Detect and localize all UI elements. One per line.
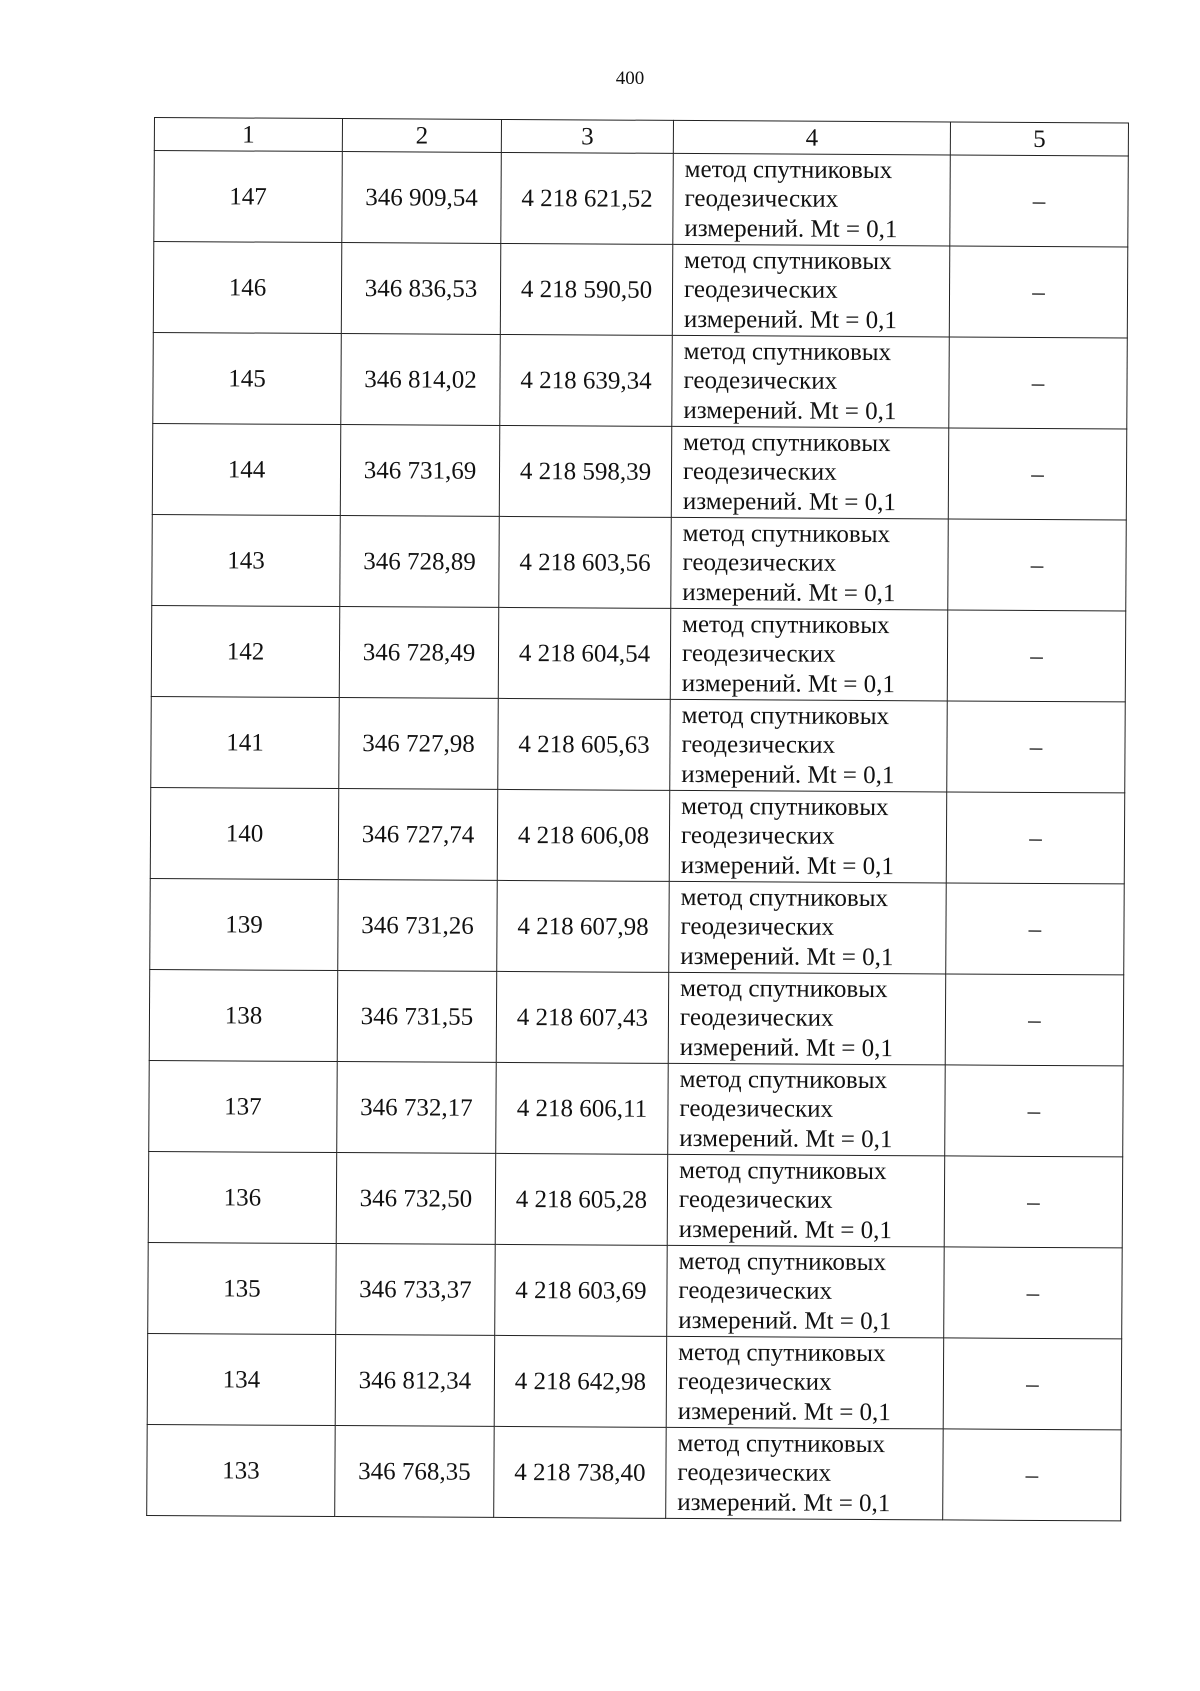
table-row: [151, 605, 1125, 701]
coordinate-y: 4 218 605,28: [495, 1153, 668, 1245]
method-description: [670, 699, 948, 792]
point-number: 139: [150, 878, 339, 970]
point-number: 141: [151, 696, 340, 788]
coordinate-x: 346 814,02: [341, 334, 501, 426]
method-line: измерений. Mt = 0,1: [681, 760, 895, 789]
table-row: [148, 1151, 1122, 1247]
table-row: [153, 242, 1127, 338]
coordinate-y: 4 218 607,98: [497, 880, 670, 972]
coordinate-y: 4 218 598,39: [499, 425, 672, 517]
coordinate-x: 346 731,55: [337, 971, 497, 1063]
coordinate-y: 4 218 603,56: [499, 516, 672, 608]
method-description: [668, 972, 946, 1065]
method-description: [667, 1154, 945, 1247]
method-line: измерений. Mt = 0,1: [679, 1124, 893, 1153]
method-line: геодезических: [678, 1186, 833, 1215]
method-line: измерений. Mt = 0,1: [677, 1488, 891, 1517]
page-number: 400: [615, 68, 645, 89]
method-line: геодезических: [677, 1368, 832, 1397]
method-line: измерений. Mt = 0,1: [680, 851, 894, 880]
table-row: [152, 423, 1126, 519]
point-number: 144: [152, 423, 341, 515]
coordinates-table: [146, 117, 1129, 1521]
method-description: [672, 335, 950, 428]
method-description: [671, 426, 949, 519]
method-line: метод спутниковых: [682, 610, 890, 639]
coordinate-y: 4 218 642,98: [494, 1335, 667, 1427]
method-line: геодезических: [683, 276, 838, 305]
method-description: [666, 1427, 944, 1520]
table-row: [150, 878, 1124, 974]
table-row: [153, 332, 1127, 428]
method-line: измерений. Mt = 0,1: [680, 942, 894, 971]
method-line: метод спутниковых: [681, 701, 890, 730]
table-row: [150, 787, 1124, 883]
table-row: [149, 1060, 1123, 1156]
point-number: 138: [149, 969, 338, 1061]
method-line: геодезических: [680, 822, 835, 851]
point-number: 145: [153, 332, 342, 424]
coordinate-y: 4 218 607,43: [496, 971, 669, 1063]
table-row: [148, 1242, 1122, 1338]
method-line: измерений. Mt = 0,1: [678, 1306, 892, 1335]
coordinate-x: 346 812,34: [335, 1335, 495, 1427]
method-line: геодезических: [679, 1095, 834, 1124]
method-description: [666, 1336, 944, 1429]
method-line: метод спутниковых: [679, 1065, 888, 1094]
method-description: [672, 244, 950, 337]
method-line: измерений. Mt = 0,1: [683, 396, 897, 425]
method-line: метод спутниковых: [681, 792, 889, 821]
table-body: [147, 151, 1129, 1521]
coordinate-x: 346 727,98: [339, 698, 499, 790]
method-line: геодезических: [682, 549, 837, 578]
method-line: измерений. Mt = 0,1: [683, 305, 898, 334]
note-dash: –: [948, 519, 1127, 611]
method-line: геодезических: [680, 913, 835, 942]
method-line: геодезических: [679, 1004, 834, 1033]
table-header-row: [154, 118, 1128, 156]
method-line: измерений. Mt = 0,1: [682, 487, 897, 516]
method-line: метод спутниковых: [684, 155, 893, 184]
coordinate-x: 346 732,50: [336, 1153, 496, 1245]
method-description: [669, 790, 947, 883]
coordinate-y: 4 218 603,69: [495, 1244, 668, 1336]
note-dash: –: [948, 428, 1127, 520]
method-line: измерений. Mt = 0,1: [677, 1397, 891, 1426]
coordinate-y: 4 218 605,63: [498, 698, 671, 790]
note-dash: –: [947, 701, 1126, 793]
method-line: геодезических: [678, 1277, 833, 1306]
method-description: [668, 1063, 946, 1156]
method-line: измерений. Mt = 0,1: [682, 578, 896, 607]
coordinate-y: 4 218 738,40: [494, 1426, 667, 1518]
method-line: метод спутниковых: [680, 974, 888, 1003]
note-dash: –: [950, 155, 1129, 247]
method-description: [673, 153, 951, 246]
note-dash: –: [946, 792, 1125, 884]
table-row: [152, 514, 1126, 610]
method-line: метод спутниковых: [684, 246, 892, 275]
method-description: [667, 1245, 945, 1338]
note-dash: –: [944, 1247, 1123, 1339]
note-dash: –: [947, 610, 1126, 702]
point-number: 133: [147, 1424, 336, 1516]
method-line: геодезических: [684, 185, 839, 214]
table-row: [147, 1424, 1121, 1520]
method-line: измерений. Mt = 0,1: [681, 669, 895, 698]
note-dash: –: [949, 246, 1128, 338]
coordinate-x: 346 731,26: [338, 880, 498, 972]
method-description: [669, 881, 947, 974]
method-line: геодезических: [682, 458, 837, 487]
method-line: метод спутниковых: [677, 1429, 886, 1458]
coordinate-y: 4 218 604,54: [498, 607, 671, 699]
method-line: метод спутниковых: [683, 428, 891, 457]
coordinate-y: 4 218 590,50: [500, 243, 673, 335]
point-number: 137: [149, 1060, 338, 1152]
coordinate-x: 346 727,74: [338, 789, 498, 881]
note-dash: –: [946, 883, 1125, 975]
method-line: метод спутниковых: [680, 883, 889, 912]
point-number: 146: [153, 242, 342, 334]
coordinate-x: 346 731,69: [340, 425, 500, 517]
note-dash: –: [949, 337, 1128, 429]
column-header: 1: [154, 118, 342, 152]
note-dash: –: [944, 1156, 1123, 1248]
method-line: измерений. Mt = 0,1: [684, 214, 898, 243]
method-line: геодезических: [677, 1459, 832, 1488]
table-row: [149, 969, 1123, 1065]
point-number: 135: [148, 1242, 337, 1334]
point-number: 143: [152, 514, 341, 606]
coordinate-x: 346 728,89: [340, 516, 500, 608]
coordinate-x: 346 909,54: [342, 152, 502, 244]
column-header: 3: [501, 119, 673, 153]
method-line: метод спутниковых: [678, 1338, 886, 1367]
coordinate-x: 346 728,49: [339, 607, 499, 699]
method-description: [671, 517, 949, 610]
coordinate-y: 4 218 621,52: [501, 152, 674, 244]
coordinate-x: 346 732,17: [337, 1062, 497, 1154]
method-line: геодезических: [683, 367, 838, 396]
table-row: [151, 696, 1125, 792]
point-number: 147: [154, 151, 343, 243]
coordinate-x: 346 768,35: [335, 1426, 495, 1518]
point-number: 134: [147, 1333, 336, 1425]
note-dash: –: [943, 1338, 1122, 1430]
coordinate-x: 346 733,37: [336, 1244, 496, 1336]
method-line: измерений. Mt = 0,1: [679, 1033, 893, 1062]
note-dash: –: [945, 1065, 1124, 1157]
method-line: геодезических: [681, 640, 836, 669]
point-number: 136: [148, 1151, 337, 1243]
method-line: метод спутниковых: [679, 1156, 887, 1185]
method-line: геодезических: [681, 731, 836, 760]
point-number: 142: [151, 605, 340, 697]
column-header: 4: [673, 120, 950, 155]
column-header: 5: [950, 122, 1128, 156]
method-line: метод спутниковых: [678, 1247, 887, 1276]
method-line: метод спутниковых: [683, 337, 892, 366]
point-number: 140: [150, 787, 339, 879]
coordinate-x: 346 836,53: [341, 243, 501, 335]
table-row: [147, 1333, 1121, 1429]
note-dash: –: [945, 974, 1124, 1066]
note-dash: –: [943, 1429, 1122, 1521]
method-line: метод спутниковых: [682, 519, 891, 548]
column-header: 2: [342, 119, 501, 153]
method-description: [670, 608, 948, 701]
method-line: измерений. Mt = 0,1: [678, 1215, 892, 1244]
coordinate-y: 4 218 639,34: [500, 334, 673, 426]
coordinate-y: 4 218 606,11: [496, 1062, 669, 1154]
coordinate-y: 4 218 606,08: [497, 789, 670, 881]
table-row: [154, 151, 1128, 247]
